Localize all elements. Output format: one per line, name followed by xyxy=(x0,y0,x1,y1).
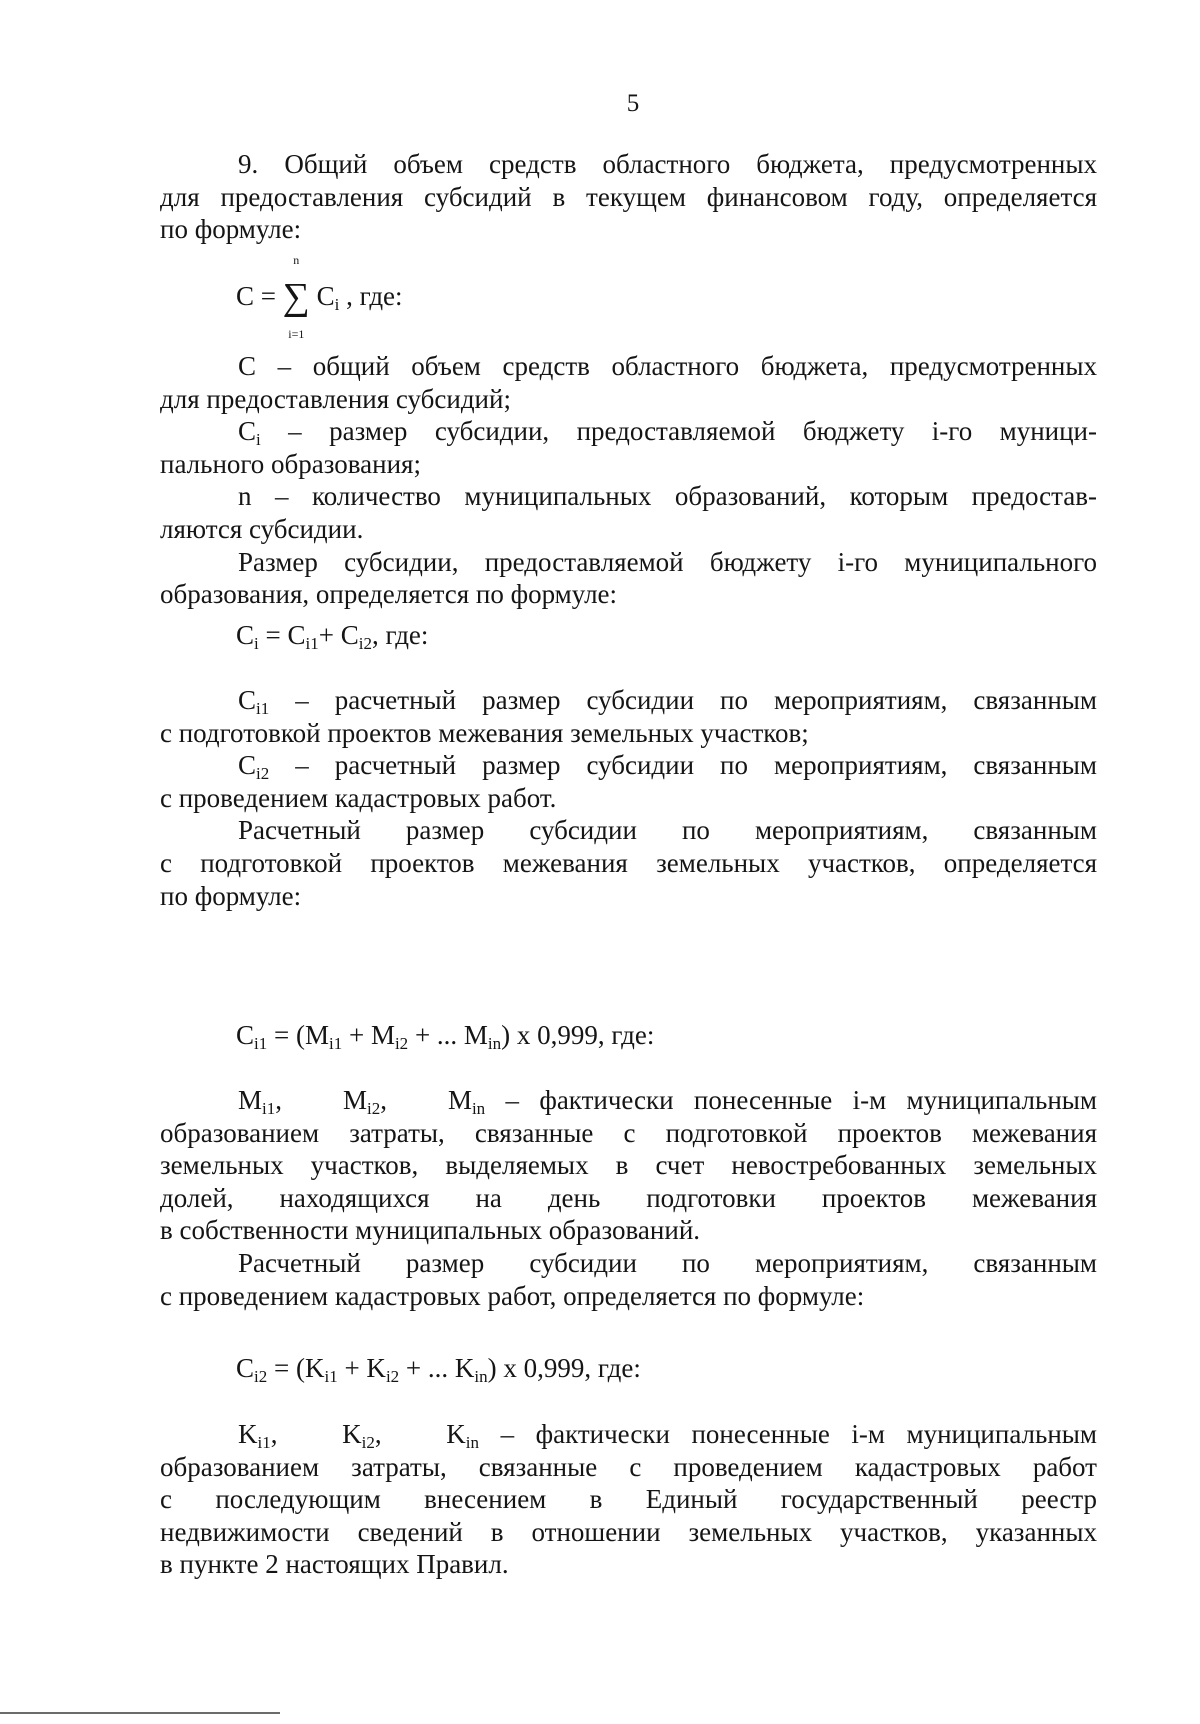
formula-ci2-s2: i2 xyxy=(385,1367,400,1386)
def-k-sub-2: i2 xyxy=(361,1433,375,1452)
def-m-line-5: в собственности муниципальных образований. xyxy=(160,1215,701,1246)
def-ci2-text: – расчетный размер субсидии по мероприятиям, связанным xyxy=(269,750,1097,781)
def-m-line-4: долей, находящихся на день подготовки проектов межевания xyxy=(160,1182,1097,1213)
formula-ci2-k3: + ... K xyxy=(399,1353,475,1383)
formula-ci2-k2: + K xyxy=(337,1353,386,1383)
def-ci2-sub: i2 xyxy=(256,764,270,784)
formula-ci1-s1: i1 xyxy=(328,1034,343,1053)
formula-sum-tail: , где: xyxy=(339,281,403,311)
formula-ci1-m3: + ... M xyxy=(408,1020,488,1050)
def-m-line-2: образованием затраты, связанные с подготовкой проектов межевания xyxy=(160,1117,1097,1148)
formula-ci1-lhs-sub: i1 xyxy=(254,1034,268,1053)
sum-lower-limit: i=1 xyxy=(288,327,305,341)
formula-ci2-lhs: C xyxy=(236,1353,255,1383)
calc1-line-3: по формуле: xyxy=(160,880,302,911)
def-c-line-1: C – общий объем средств областного бюджета, предусмотренных xyxy=(238,351,1097,381)
def-ci1-line-2: с подготовкой проектов межевания земельных участков; xyxy=(160,717,809,748)
definitions-block-2 xyxy=(160,684,1097,912)
formula-ci1-lhs: C xyxy=(236,1020,255,1050)
paragraph-9-line-3: по формуле: xyxy=(160,214,302,245)
calc2-line-2: с проведением кадастровых работ, определяется по формуле: xyxy=(160,1280,865,1311)
def-ci2-line-1 xyxy=(160,749,1097,782)
formula-ci1-s2: i2 xyxy=(394,1034,409,1053)
definitions-block-3 xyxy=(160,1084,1097,1312)
calc1-line-1: Расчетный размер субсидии по мероприятиям, связанным xyxy=(238,815,1097,846)
calc2-line-1: Расчетный размер субсидии по мероприятиям, связанным xyxy=(238,1247,1097,1278)
formula-ci-tail: , где: xyxy=(371,620,429,650)
formula-ci2-tail: ) x 0,999, где: xyxy=(487,1353,641,1383)
sigma-glyph: ∑ xyxy=(282,276,310,318)
sum-upper-limit: n xyxy=(293,253,300,267)
def-ci2-line-2: с проведением кадастровых работ. xyxy=(160,782,557,813)
formula-ci1 xyxy=(236,1020,654,1051)
definitions-block-1 xyxy=(160,350,1097,611)
def-ci-sub: i xyxy=(256,430,261,450)
def-k-line-1: $K_{i1}$, $K_{i2}$, $K_{in}$ – фактически понесенные i-м муниципальным xyxy=(238,1419,1098,1452)
calc1-line-2: с подготовкой проектов межевания земельных участков, определяется xyxy=(160,847,1097,878)
def-ci-line-2: пального образования; xyxy=(160,448,421,479)
formula-ci xyxy=(236,620,428,651)
formula-ci1-s3: in xyxy=(487,1034,502,1053)
def-k-symbol-2: K xyxy=(342,1419,362,1449)
definitions-block-4 xyxy=(160,1418,1097,1581)
def-ci-symbol: C xyxy=(238,416,257,447)
def-m-sub-1: i1 xyxy=(262,1099,276,1118)
formula-sum xyxy=(236,253,403,341)
paragraph-9-line-1: 9. Общий объем средств областного бюджета, предусмотренных xyxy=(238,149,1097,179)
formula-sum-lhs: C = xyxy=(236,281,283,311)
def-k-sub-1: i1 xyxy=(257,1433,271,1452)
formula-ci-plus: + C xyxy=(318,620,359,650)
def-ci2-symbol: C xyxy=(238,750,257,781)
def-m-symbol-1: M xyxy=(238,1085,263,1115)
def-ci1-text: – расчетный размер субсидии по мероприятиям, связанным xyxy=(269,685,1097,715)
def-ci1-sub: i1 xyxy=(256,699,270,718)
def-c-line-2: для предоставления субсидий; xyxy=(160,383,511,414)
def-k-line-3: с последующим внесением в Единый государственный реестр xyxy=(160,1484,1097,1515)
def-k-text: – фактически понесенные i-м муниципальным xyxy=(479,1419,1098,1449)
def-m-symbol-2: M xyxy=(342,1085,367,1115)
paragraph-9 xyxy=(160,148,1097,246)
formula-ci-lhs: C xyxy=(236,620,255,650)
paragraph-9-line-2: для предоставления субсидий в текущем финансовом году, определяется xyxy=(160,181,1097,212)
formula-ci2-lhs-sub: i2 xyxy=(254,1367,268,1386)
def-k-line-4: недвижимости сведений в отношении земельных участков, указанных xyxy=(160,1516,1097,1547)
def-ci-line-1 xyxy=(160,415,1097,448)
formula-ci1-m2: + M xyxy=(342,1020,395,1050)
def-ci1-symbol: C xyxy=(238,685,257,715)
formula-ci2-s1: i1 xyxy=(324,1367,338,1386)
sigma-symbol xyxy=(282,253,310,341)
scan-edge-line xyxy=(0,1712,280,1714)
def-k-line-2: образованием затраты, связанные с проведением кадастровых работ xyxy=(160,1451,1097,1482)
size-para-line-2: образования, определяется по формуле: xyxy=(160,579,618,610)
def-k-line-5: в пункте 2 настоящих Правил. xyxy=(160,1549,509,1580)
formula-ci-b-sub: i1 xyxy=(305,634,319,653)
formula-ci2 xyxy=(236,1353,641,1384)
formula-ci2-k1: = (K xyxy=(267,1353,325,1383)
size-para-line-1: Размер субсидии, предоставляемой бюджету i-го муниципального xyxy=(238,546,1097,577)
def-k-symbol-1: K xyxy=(238,1419,258,1449)
formula-sum-term: C xyxy=(316,281,335,311)
def-n-line-2: ляются субсидии. xyxy=(160,513,364,544)
def-n-line-1: n – количество муниципальных образований, которым предостав- xyxy=(238,481,1097,512)
formula-ci1-m1: = (M xyxy=(267,1020,329,1050)
def-ci-text: – размер субсидии, предоставляемой бюджету i-го муници- xyxy=(260,416,1097,447)
def-m-line-3: земельных участков, выделяемых в счет невостребованных земельных xyxy=(160,1150,1097,1181)
page-number: 5 xyxy=(626,90,640,117)
def-k-sub-3: in xyxy=(465,1433,480,1452)
formula-ci1-tail: ) x 0,999, где: xyxy=(501,1020,655,1050)
def-m-sub-3: in xyxy=(471,1099,486,1118)
def-m-line-1: $M_{i1}$, $M_{i2}$, $M_{in}$ – фактически понесенные i-м муниципальным xyxy=(238,1085,1098,1118)
formula-ci2-s3: in xyxy=(474,1367,488,1386)
formula-sum-term-sub: i xyxy=(334,295,340,314)
def-k-symbol-3: K xyxy=(446,1419,466,1449)
formula-ci-eq: = C xyxy=(258,620,306,650)
def-m-symbol-3: M xyxy=(447,1085,472,1115)
def-m-text: – фактически понесенные i-м муниципальным xyxy=(485,1085,1098,1115)
formula-ci-lhs-sub: i xyxy=(254,634,259,653)
def-m-sub-2: i2 xyxy=(366,1099,381,1118)
formula-ci-c-sub: i2 xyxy=(358,634,372,653)
def-ci1-line-1 xyxy=(160,684,1097,717)
